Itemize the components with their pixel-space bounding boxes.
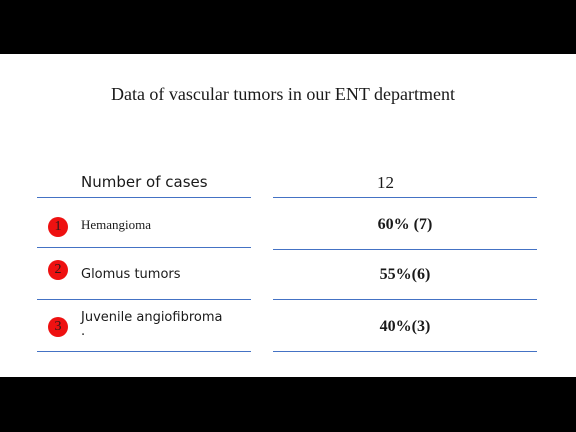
tumor-name: Hemangioma xyxy=(81,217,152,232)
table-rule xyxy=(37,299,251,300)
table-rule xyxy=(273,299,537,300)
header-value: 12 xyxy=(377,173,394,192)
table-rule xyxy=(37,197,251,198)
tumor-value: 55%(6) xyxy=(379,266,431,283)
table-rule xyxy=(37,247,251,248)
tumor-value: 40%(3) xyxy=(379,318,431,335)
table-rule xyxy=(273,197,537,198)
tumor-name: Juvenile angiofibroma xyxy=(81,310,223,325)
tumor-value: 60% (7) xyxy=(377,216,433,233)
table-rule xyxy=(273,249,537,250)
row-number-badge: 3 xyxy=(48,317,68,337)
table-rule xyxy=(273,351,537,352)
row-number-badge: 1 xyxy=(48,217,68,237)
tumor-name-extra: . xyxy=(81,324,86,339)
slide-title: Data of vascular tumors in our ENT department xyxy=(110,84,456,104)
tumor-name-block xyxy=(81,311,222,339)
slide xyxy=(0,54,576,377)
row-number-badge: 2 xyxy=(48,260,68,280)
header-label: Number of cases xyxy=(81,173,208,191)
table-rule xyxy=(37,351,251,352)
tumor-name: Glomus tumors xyxy=(81,267,181,282)
